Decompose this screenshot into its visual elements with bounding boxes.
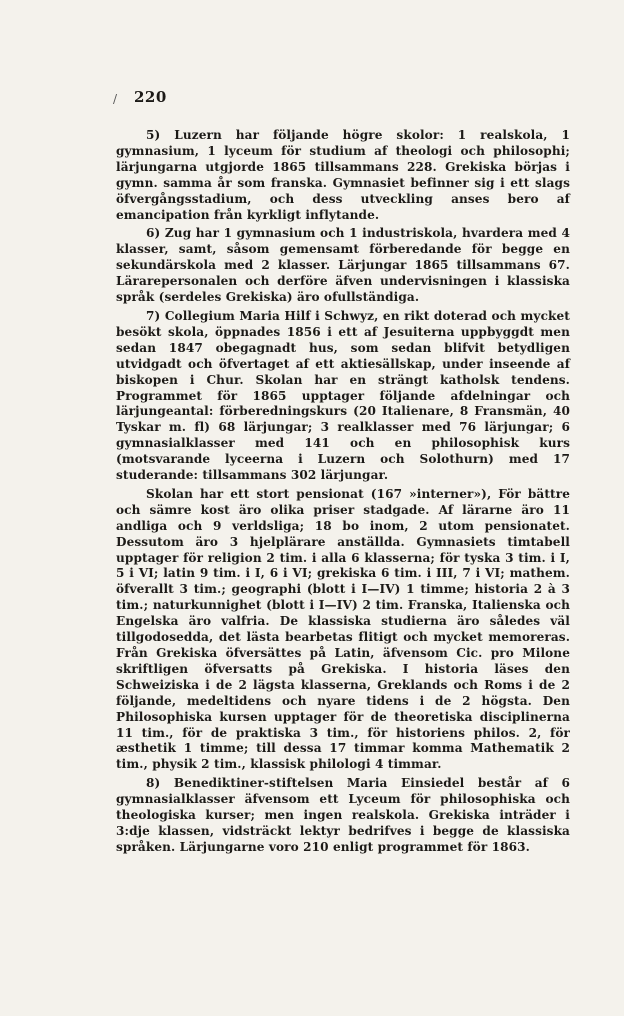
page-number: 220 — [134, 88, 167, 106]
paragraph-maria-einsiedel: 8) Benediktiner-stiftelsen Maria Einsiedel består af 6 gymnasialklasser äfvensom ett Lyceum för philosophiska och theologiska kurser; men ingen realskola. Grekiska inträder i 3:dje klassen, vidsträckt lektyr bedrifves i begge de klassiska språken. Lärjungarne voro 210 enligt programmet för 1863. — [116, 776, 570, 854]
body-text — [116, 128, 570, 859]
margin-mark: / — [113, 92, 118, 106]
paragraph-collegium-maria-hilf: 7) Collegium Maria Hilf i Schwyz, en rikt doterad och mycket besökt skola, öppnades 1856 i ett af Jesuiterna uppbyggdt men sedan 1847 obegagnadt hus, som sedan blifvit betydligen utvidgadt och öfvertaget af ett aktiesällskap, under inseende af biskopen i Chur. Skolan har en strängt katholsk tendens. Programmet för 1865 upptager följande afdelningar och lärjungeantal: förberedningskurs (20 Italienare, 8 Fransmän, 40 Tyskar m. fl) 68 lärjungar; 3 realklasser med 76 lärjungar; 6 gymnasialklasser med 141 och en philosophisk kurs (motsvarande lyceerna i Luzern och Solothurn) med 17 studerande: tillsammans 302 lärjungar. — [116, 308, 570, 483]
paragraph-luzern: 5) Luzern har följande högre skolor: 1 realskola, 1 gymnasium, 1 lyceum för studium af theologi och philosophi; lärjungarna utgjorde 1865 tillsammans 228. Grekiska börjas i gymn. samma år som franska. Gymnasiet befinner sig i ett slags öfvergångsstadium, och dess utveckling anses bero af emancipation från kyrkligt inflytande. — [116, 128, 570, 222]
paragraph-pensionat: Skolan har ett stort pensionat (167 »interner»), För bättre och sämre kost äro olika priser stadgade. Af lärarne äro 11 andliga och 9 verldsliga; 18 bo inom, 2 utom pensionatet. Dessutom äro 3 hjelplärare anställda. Gymnasiets timtabell upptager för religion 2 tim. i alla 6 klasserna; för tyska 3 tim. i I, 5 i VI; latin 9 tim. i I, 6 i VI; grekiska 6 tim. i III, 7 i VI; mathem. öfverallt 3 tim.; geographi (blott i I—IV) 1 timme; historia 2 à 3 tim.; naturkunnighet (blott i I—IV) 2 tim. Franska, Italienska och Engelska äro valfria. De klassiska studierna äro således väl tillgodosedda, det lästa bearbetas flitigt och mycket memoreras. Från Grekiska öfversättes på Latin, äfvensom Cic. pro Milone skriftligen öfversatts på Grekiska. I historia läses den Schweiziska i de 2 lägsta klasserna, Greklands och Roms i de 2 följande, medeltidens och nyare tidens i de 2 högsta. Den Philosophiska kursen upptager för de theoretiska disciplinerna 11 tim., för de praktiska 3 tim., för historiens philos. 2, för æsthetik 1 timme; till dessa 17 timmar komma Mathematik 2 tim., physik 2 tim., klassisk philologi 4 timmar. — [116, 486, 570, 772]
paragraph-zug: 6) Zug har 1 gymnasium och 1 industriskola, hvardera med 4 klasser, samt, såsom gemensamt förberedande för begge en sekundärskola med 2 klasser. Lärjungar 1865 tillsammans 67. Lärarepersonalen och derföre äfven undervisningen i klassiska språk (serdeles Grekiska) äro ofullständiga. — [116, 226, 570, 305]
